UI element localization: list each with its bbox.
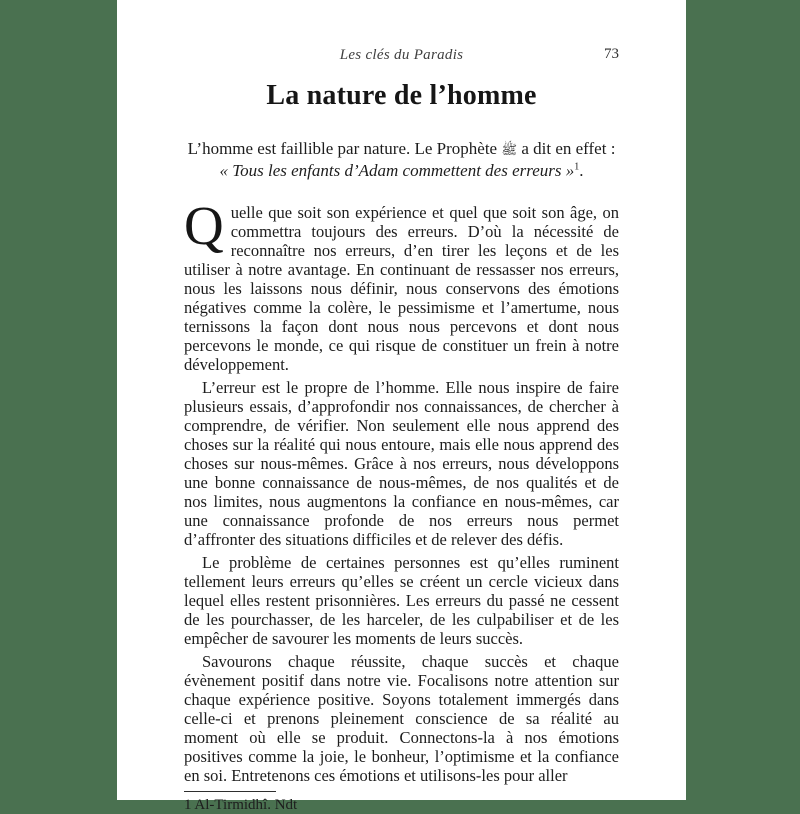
page-number: 73 — [604, 46, 619, 62]
body-paragraph-1 — [184, 195, 619, 374]
running-title: Les clés du Paradis — [339, 47, 464, 63]
body-text — [184, 195, 619, 785]
chapter-title: La nature de l’homme — [266, 80, 537, 111]
prophet-blessing-symbol: ﷺ — [501, 142, 518, 157]
book-page — [117, 0, 686, 813]
intro-line-1-end: a dit en effet : — [521, 139, 616, 158]
page-content — [184, 0, 619, 814]
page-header — [184, 0, 619, 64]
body-paragraph-4: Savourons chaque réussite, chaque succès et chaque évènement positif dans notre vie. Focalisons notre attention sur chaque expérience positive. Soyons totalement immergés dans celle-ci et prenons pleinement conscience de sa réalité au moment où elle se produit. Connectons-la à nos émotions positives comme la joie, le bonheur, l’optimisme et la confiance en soi. Entretenons ces émotions et utilisons-les pour aller — [184, 652, 619, 785]
intro-line-1-text: L’homme est faillible par nature. Le Prophète — [187, 139, 498, 158]
footnote-ref-marker: 1 — [574, 161, 580, 173]
footnote-rule — [184, 791, 276, 792]
intro-line-1 — [184, 138, 619, 160]
intro-line-2 — [184, 160, 619, 181]
body-paragraph-3: Le problème de certaines personnes est qu’elles ruminent tellement leurs erreurs qu’elles se créent un cercle vicieux dans lequel elles restent prisonnières. Les erreurs du passé ne cessent de les pourchasser, de les harceler, de les culpabiliser et de les empêcher de savourer les moments de leurs succès. — [184, 553, 619, 648]
intro-closing-period: . — [579, 161, 584, 180]
intro-quote-block — [184, 138, 619, 181]
body-paragraph-2: L’erreur est le propre de l’homme. Elle nous inspire de faire plusieurs essais, d’approfondir nos connaissances, de chercher à comprendre, de vérifier. Non seulement elle nous apprend des choses sur la réalité qui nous entoure, mais elle nous apprend des choses sur nous-mêmes. Grâce à nos erreurs, nous développons une bonne connaissance de nous-mêmes, de nos qualités et de nos limites, nous augmentons la confiance en nous-mêmes, car une connaissance profonde de nos erreurs nous permet d’affronter des situations difficiles et de relever des défis. — [184, 378, 619, 549]
footnote-text: 1 Al-Tirmidhî. Ndt — [184, 797, 298, 813]
hadith-quote: « Tous les enfants d’Adam commettent des erreurs » — [219, 161, 575, 180]
footnote-block — [184, 791, 619, 814]
paragraph-1-text: uelle que soit son expérience et quel que soit son âge, on commettra toujours des erreurs. D’où la nécessité de reconnaître nos erreurs, d’en tirer les leçons et de les utiliser à notre avantage. En continuant de ressasser nos erreurs, nous les laissons nous définir, nous conservons des émotions négatives comme la colère, le pessimisme et l’amertume, nous ternissons la façon dont nous nous percevons et dont nous percevons le monde, ce qui risque de constituer un frein à notre développement. — [184, 203, 619, 374]
drop-cap: Q — [184, 195, 224, 256]
